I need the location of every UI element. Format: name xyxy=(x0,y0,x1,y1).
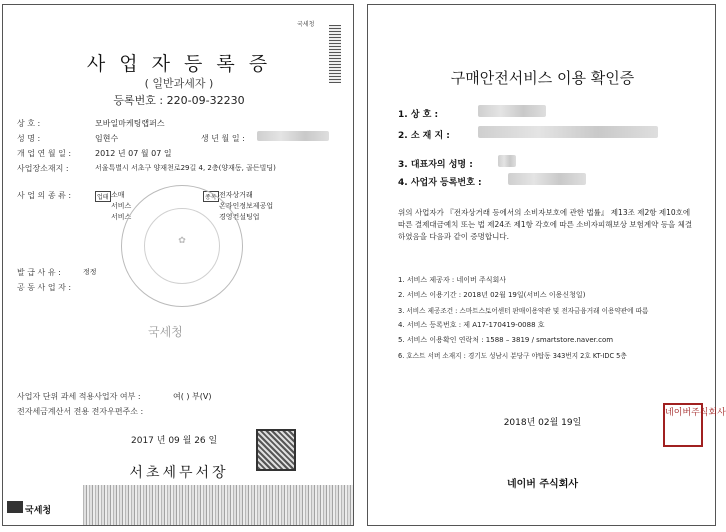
row-value-owner: 임현수 xyxy=(95,134,119,143)
taxpayer-type: ( 일반과세자 ) xyxy=(144,77,214,90)
business-type: 소매 xyxy=(111,191,125,199)
service-item: 3. 서비스 제공조건 : 스마트스토어센터 판매이용약관 및 전자금융거래 이용약관에 따름 xyxy=(398,307,649,315)
redacted-birthdate xyxy=(257,131,329,141)
row-label-name: 상 호 : xyxy=(17,119,41,128)
reg-no-label: 등록번호 : xyxy=(113,94,164,107)
company-seal: 네이버주식회사 xyxy=(663,403,703,447)
service-item: 1. 서비스 제공자 : 네이버 주식회사 xyxy=(398,276,507,284)
seal-watermark: 국세청 xyxy=(148,325,183,339)
certificate-title: 구매안전서비스 이용 확인증 xyxy=(450,69,635,87)
service-item: 4. 서비스 등록번호 : 제 A17-170419-0088 호 xyxy=(398,321,545,329)
unit-tax-label: 사업자 단위 과세 적용사업자 여부 : xyxy=(17,392,141,401)
registration-number xyxy=(3,92,355,108)
business-item: 온라인정보제공업 xyxy=(219,202,274,210)
seal-inner-ring xyxy=(144,208,220,284)
redacted-value xyxy=(498,155,516,167)
field-label-address: 2. 소 재 지 : xyxy=(398,131,450,141)
row-label-open-date: 개 업 연 월 일 : xyxy=(17,149,72,158)
joint-business-label: 공 동 사 업 자 : xyxy=(17,283,72,292)
business-item-tag: 종목 xyxy=(203,191,219,202)
business-type: 서비스 xyxy=(111,202,132,210)
footer-logo: 국세청 xyxy=(25,506,52,516)
service-item: 5. 서비스 이용확인 연락처 : 1588 – 3819 / smartstore.naver.com xyxy=(398,336,614,344)
issue-date: 2018년 02월 19일 xyxy=(503,418,582,428)
top-strip-label: 국세청 xyxy=(297,21,315,28)
tax-office-name: 서초세무서장 xyxy=(129,465,229,481)
business-item: 경영컨설팅업 xyxy=(219,213,260,221)
email-label: 전자세금계산서 전용 전자우편주소 : xyxy=(17,407,144,416)
seal-emblem-icon: ✿ xyxy=(178,236,186,246)
row-value-address: 서울특별시 서초구 양재천로29길 4, 2층(양재동, 골든빌딩) xyxy=(95,164,276,172)
issue-reason-label: 발 급 사 유 : xyxy=(17,268,61,277)
field-label-reg-number: 4. 사업자 등록번호 : xyxy=(398,178,482,188)
issue-reason-value: 정정 xyxy=(83,268,97,276)
row-label-address: 사업장소재지 : xyxy=(17,164,69,173)
business-registration-certificate xyxy=(2,4,354,526)
company-name: 네이버 주식회사 xyxy=(506,479,579,490)
unit-tax-value: 여( ) 부(V) xyxy=(173,392,212,401)
business-type: 서비스 xyxy=(111,213,132,221)
field-label-name: 1. 상 호 : xyxy=(398,110,439,120)
row-value-open-date: 2012 년 07 월 07 일 xyxy=(95,149,172,158)
issue-date: 2017 년 09 월 26 일 xyxy=(131,436,218,446)
certificate-title: 사 업 자 등 록 증 xyxy=(86,53,272,75)
row-value-name: 모바일마케팅랩퍼스 xyxy=(95,119,165,128)
redacted-value xyxy=(478,126,658,138)
redacted-value xyxy=(478,105,546,117)
government-seal xyxy=(121,185,243,307)
business-kind-label: 사 업 의 종 류 : xyxy=(17,191,72,200)
business-item: 전자상거래 xyxy=(219,191,253,199)
birth-label: 생 년 월 일 : xyxy=(201,134,245,143)
certification-paragraph: 위의 사업자가 『전자상거래 등에서의 소비자보호에 관한 법률』 제13조 제2항 제10호에 따른 결제대금예치 또는 법 제24조 제1항 각호에 따른 소비자피해보상 보험계약 등을 체결하였음을 다음과 같이 증명합니다. xyxy=(398,208,693,241)
service-item: 2. 서비스 이용기간 : 2018년 02월 19일(서비스 이용신청일) xyxy=(398,291,586,299)
reg-no-value: 220-09-32230 xyxy=(166,94,245,107)
redacted-value xyxy=(508,173,586,185)
business-type-tag: 업태 xyxy=(95,191,111,202)
service-item: 6. 호스트 서버 소재지 : 경기도 성남시 분당구 야탑동 343번지 2호 KT-IDC 5층 xyxy=(398,352,627,360)
row-label-owner: 성 명 : xyxy=(17,134,41,143)
purchase-safety-certificate xyxy=(367,4,726,526)
qr-code-icon xyxy=(7,501,23,513)
security-pattern xyxy=(83,485,353,525)
field-label-representative: 3. 대표자의 성명 : xyxy=(398,160,473,170)
